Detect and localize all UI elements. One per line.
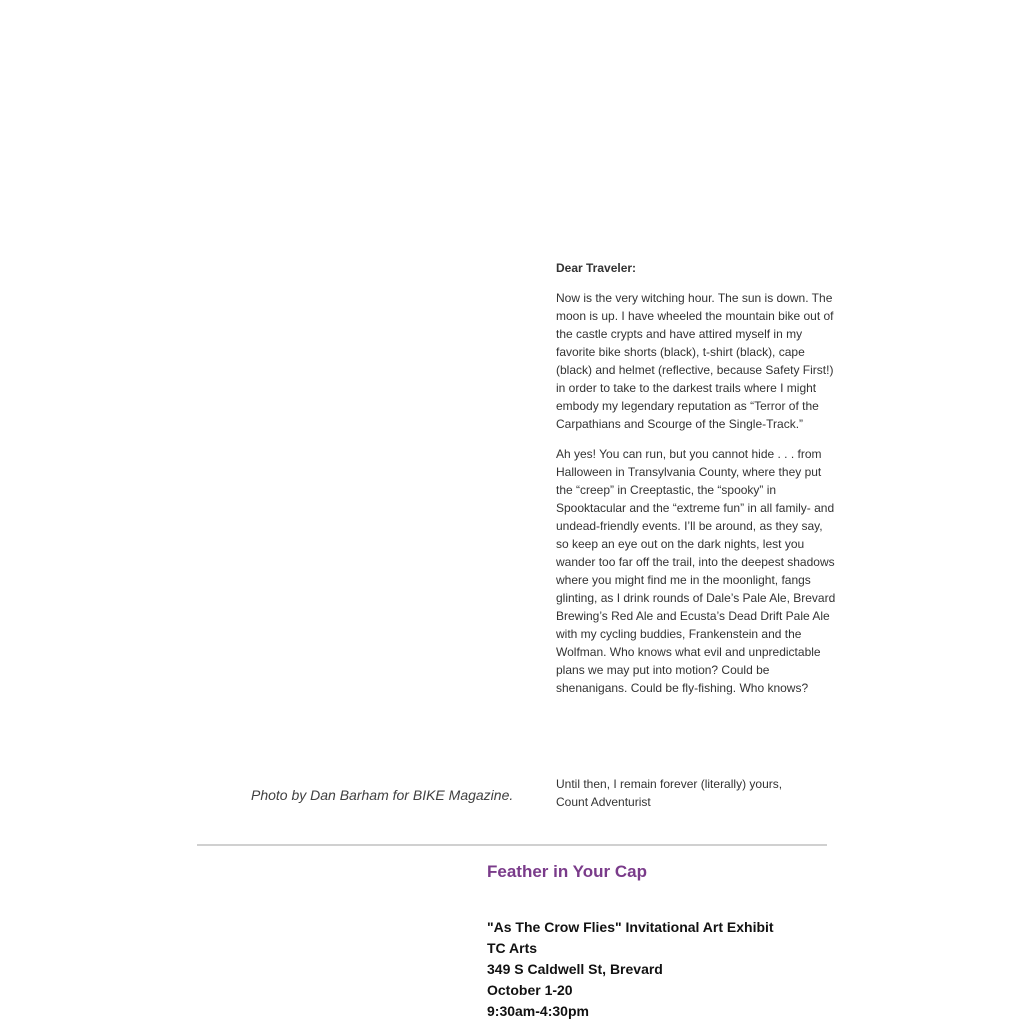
event-name: "As The Crow Flies" Invitational Art Exhibit [487, 919, 774, 935]
event-details [487, 917, 774, 1022]
letter-body [556, 259, 836, 709]
letter-closing: Until then, I remain forever (literally) yours, [556, 777, 783, 791]
event-hours: 9:30am-4:30pm [487, 1003, 589, 1019]
event-address: 349 S Caldwell St, Brevard [487, 961, 663, 977]
photo-caption: Photo by Dan Barham for BIKE Magazine. [251, 787, 514, 803]
event-dates: October 1-20 [487, 982, 573, 998]
letter-paragraph-2: Ah yes! You can run, but you cannot hide . . . from Halloween in Transylvania County, where they put the “creep” in Creeptastic, the “spooky” in Spooktacular and the “extreme fun” in all family- and undead-friendly events. I’ll be around, as they say, so keep an eye out on the dark nights, lest you wander too far off the trail, into the deepest shadows where you might find me in the moonlight, fangs glinting, as I drink rounds of Dale’s Pale Ale, Brevard Brewing’s Red Ale and Ecusta’s Dead Drift Pale Ale with my cycling buddies, Frankenstein and the Wolfman. Who knows what evil and unpredictable plans we may put into motion? Could be shenanigans. Could be fly-fishing. Who knows? [556, 447, 836, 695]
letter-signature: Count Adventurist [556, 795, 651, 809]
letter-greeting: Dear Traveler: [556, 261, 637, 275]
section-title: Feather in Your Cap [487, 862, 647, 881]
letter-paragraph-1: Now is the very witching hour. The sun is down. The moon is up. I have wheeled the mountain bike out of the castle crypts and have attired myself in my favorite bike shorts (black), t-shirt (black), cape (black) and helmet (reflective, because Safety First!) in order to take to the darkest trails where I might embody my legendary reputation as “Terror of the Carpathians and Scourge of the Single-Track.” [556, 291, 834, 431]
letter-signoff [556, 775, 836, 811]
section-divider [197, 844, 827, 846]
event-venue: TC Arts [487, 940, 538, 956]
